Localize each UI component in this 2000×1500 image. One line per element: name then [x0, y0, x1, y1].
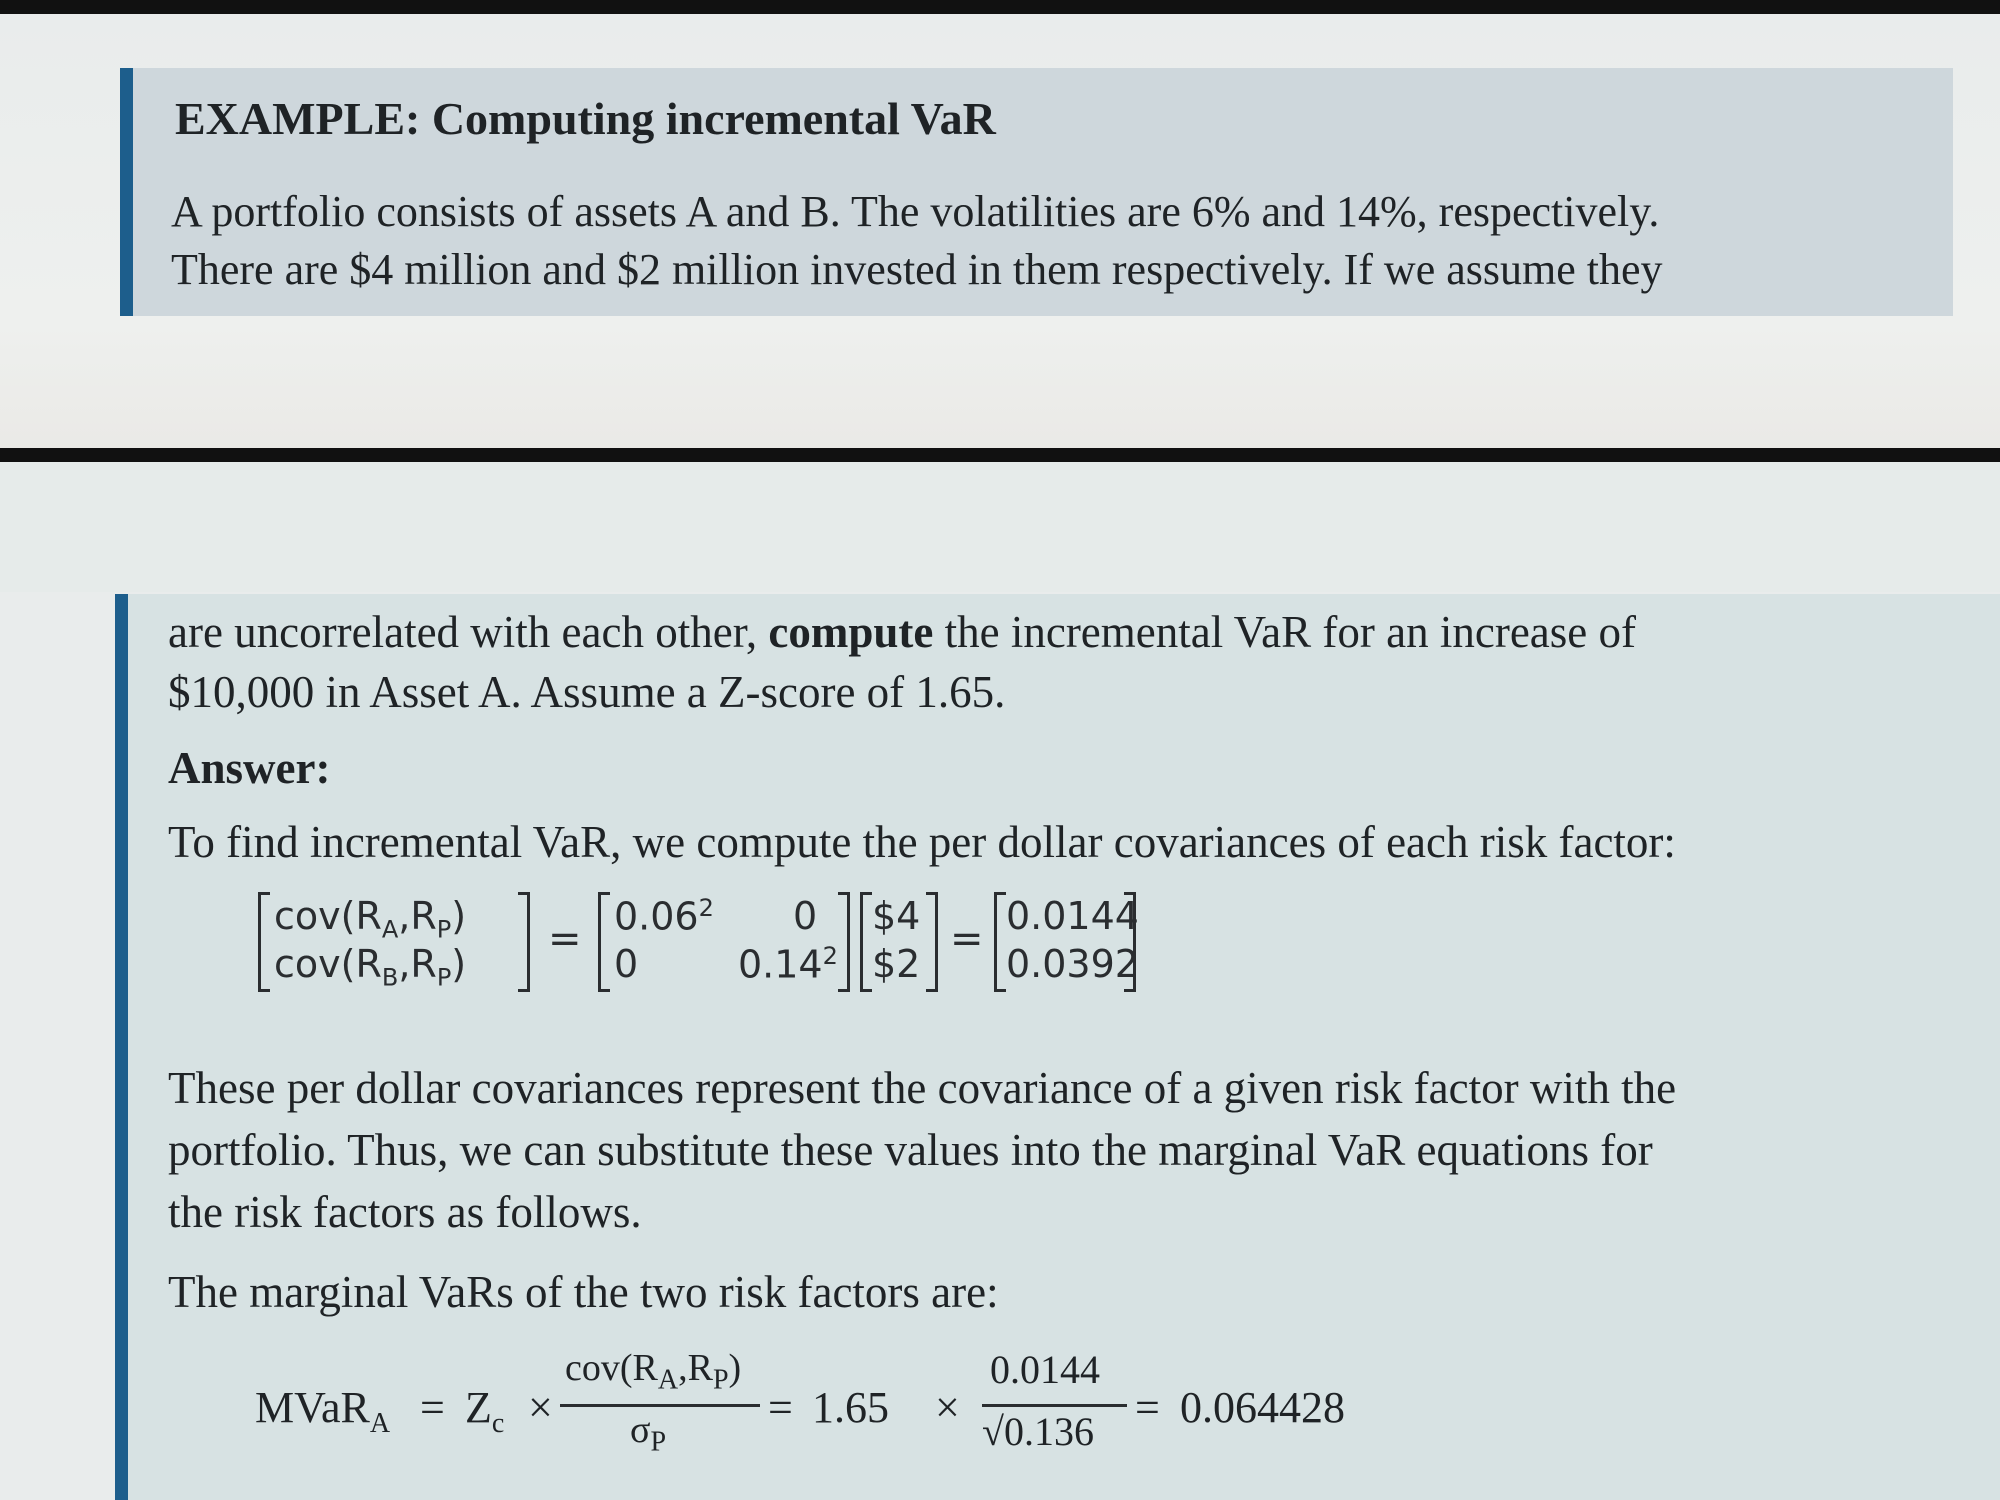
paragraph-2: The marginal VaRs of the two risk factors are:	[168, 1267, 999, 1317]
example-box	[120, 68, 1953, 316]
bracket	[860, 892, 872, 992]
mvar-formula	[90, 1347, 1345, 1462]
equals-sign: =	[950, 916, 984, 962]
matrix-m22: 0.14$^2$	[738, 942, 838, 987]
paragraph-1-line-2: portfolio. Thus, we can substitute these values into the marginal VaR equations for	[168, 1125, 1653, 1175]
numerator-value: 0.0144	[990, 1347, 1100, 1392]
paragraph-1-line-1: These per dollar covariances represent the covariance of a given risk factor with the	[168, 1063, 1677, 1113]
section-divider	[0, 448, 2000, 462]
matrix-m21: 0	[614, 942, 639, 986]
bold-compute: compute	[768, 607, 934, 657]
bracket	[598, 892, 610, 992]
equals-sign: =	[1135, 1383, 1160, 1432]
answer-label: Answer:	[168, 743, 331, 793]
times-sign: ×	[528, 1383, 553, 1432]
mvar-result: 0.064428	[1180, 1383, 1345, 1432]
cov-b-entry: $cov(R_B,R_P)$	[274, 942, 467, 992]
result-r2: 0.0392	[1006, 942, 1139, 986]
top-bezel	[0, 0, 2000, 14]
matrix-m12: 0	[793, 894, 818, 938]
bracket	[518, 892, 530, 992]
page-background-2	[0, 462, 2000, 592]
paragraph-1-line-3: the risk factors as follows.	[168, 1187, 642, 1237]
continuation-line-2: $10,000 in Asset A. Assume a Z-score of 1.65.	[168, 667, 1006, 717]
times-sign: ×	[935, 1383, 960, 1432]
sigma-denominator: $\sigma_P$	[630, 1409, 667, 1458]
denominator-value: √0.136	[982, 1409, 1094, 1454]
bracket	[258, 892, 270, 992]
mvar-lhs: MVaR$_A$	[255, 1383, 391, 1439]
z-value: 1.65	[812, 1383, 889, 1432]
result-r1: 0.0144	[1006, 894, 1139, 938]
example-line-1: A portfolio consists of assets A and B. The volatilities are 6% and 14%, respectively.	[171, 187, 1660, 236]
fraction-bar	[982, 1404, 1127, 1407]
example-line-2: There are $4 million and $2 million invested in them respectively. If we assume they	[171, 245, 1663, 294]
equals-sign: =	[768, 1383, 793, 1432]
bracket	[838, 892, 850, 992]
vector-v1: $4	[872, 894, 921, 938]
vector-v2: $2	[872, 942, 921, 986]
intro-text: To find incremental VaR, we compute the per dollar covariances of each risk factor:	[168, 817, 1676, 867]
equals-sign: =	[548, 916, 582, 962]
fraction-bar	[560, 1404, 760, 1407]
equals-sign: =	[420, 1383, 445, 1432]
bracket	[1124, 892, 1136, 992]
bracket	[926, 892, 938, 992]
bracket	[994, 892, 1006, 992]
cov-a-entry: $cov(R_A,R_P)$	[274, 894, 467, 944]
continuation-line-1: are uncorrelated with each other, compute the incremental VaR for an increase of	[168, 607, 1636, 657]
z-score-symbol: $Z_c$	[465, 1383, 505, 1439]
matrix-m11: 0.06$^2$	[614, 894, 714, 939]
covariance-matrix-equation	[258, 892, 1358, 1002]
example-title: EXAMPLE: Computing incremental VaR	[175, 93, 996, 144]
cov-numerator: $cov(R_A,R_P)$	[565, 1347, 742, 1396]
